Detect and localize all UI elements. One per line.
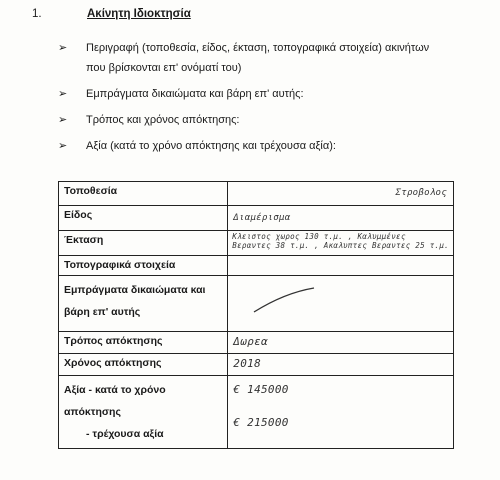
value-label-line2: απόκτησης (64, 406, 121, 418)
bullet-item (58, 38, 478, 78)
area-value-line2: Βεραντες 38 τ.μ. , Ακαλυπτες Βεραντες 25 τ.μ. (232, 241, 449, 250)
table-row (59, 231, 454, 256)
section-title: Ακίνητη Ιδιοκτησία (87, 8, 191, 20)
rights-value-cell (228, 276, 454, 332)
year-label: Χρόνος απόκτησης (59, 354, 228, 376)
value-label-cell (59, 376, 228, 449)
table-row (59, 276, 454, 332)
area-value-cell (228, 231, 454, 256)
table-row (59, 332, 454, 354)
type-value: Διαμέρισμα (233, 213, 291, 223)
bullet-text: Περιγραφή (τοποθεσία, είδος, έκταση, τοπογραφικά στοιχεία) ακινήτων (86, 42, 430, 54)
value-label-line3: - τρέχουσα αξία (86, 428, 164, 440)
current-value: € 215000 (233, 416, 289, 429)
value-label-line1: Αξία - κατά το χρόνο (64, 384, 166, 396)
property-table (58, 181, 454, 449)
arrow-bullet-icon: ➢ (58, 88, 68, 100)
bullet-text: Αξία (κατά το χρόνο απόκτησης και τρέχουσα αξία): (86, 140, 336, 152)
table-row (59, 256, 454, 276)
table-row (59, 376, 454, 449)
bullet-text: Εμπράγματα δικαιώματα και βάρη επ' αυτής: (86, 88, 304, 100)
table-row (59, 206, 454, 231)
year-value-cell (228, 354, 454, 376)
section-number: 1. (32, 8, 42, 20)
arrow-bullet-icon: ➢ (58, 114, 68, 126)
type-label: Είδος (59, 206, 228, 231)
method-value-cell (228, 332, 454, 354)
topographic-label: Τοπογραφικά στοιχεία (59, 256, 228, 276)
type-value-cell (228, 206, 454, 231)
location-value: Στροβολος (395, 188, 447, 198)
bullet-item (58, 136, 478, 156)
dash-stroke-mark (250, 284, 320, 318)
rights-label-line1: Εμπράγματα δικαιώματα και (64, 284, 206, 296)
bullet-item (58, 110, 478, 130)
arrow-bullet-icon: ➢ (58, 140, 68, 152)
rights-label-line2: βάρη επ' αυτής (64, 306, 141, 318)
method-value: Δωρεα (233, 335, 268, 348)
bullet-text-continued: που βρίσκονται επ' ονόματί του) (86, 62, 242, 74)
area-label: Έκταση (59, 231, 228, 256)
location-label: Τοποθεσία (59, 182, 228, 206)
bullet-text: Τρόπος και χρόνος απόκτησης: (86, 114, 240, 126)
bullet-list (58, 38, 478, 162)
topographic-value-cell (228, 256, 454, 276)
value-value-cell (228, 376, 454, 449)
rights-label-cell (59, 276, 228, 332)
bullet-item (58, 84, 478, 104)
table-row (59, 354, 454, 376)
area-value-line1: Κλειστος χωρος 130 τ.μ. , Καλυμμένες (232, 232, 406, 241)
year-value: 2018 (233, 357, 261, 370)
arrow-bullet-icon: ➢ (58, 42, 68, 54)
location-value-cell (228, 182, 454, 206)
table-row (59, 182, 454, 206)
method-label: Τρόπος απόκτησης (59, 332, 228, 354)
acquisition-value: € 145000 (233, 383, 289, 396)
